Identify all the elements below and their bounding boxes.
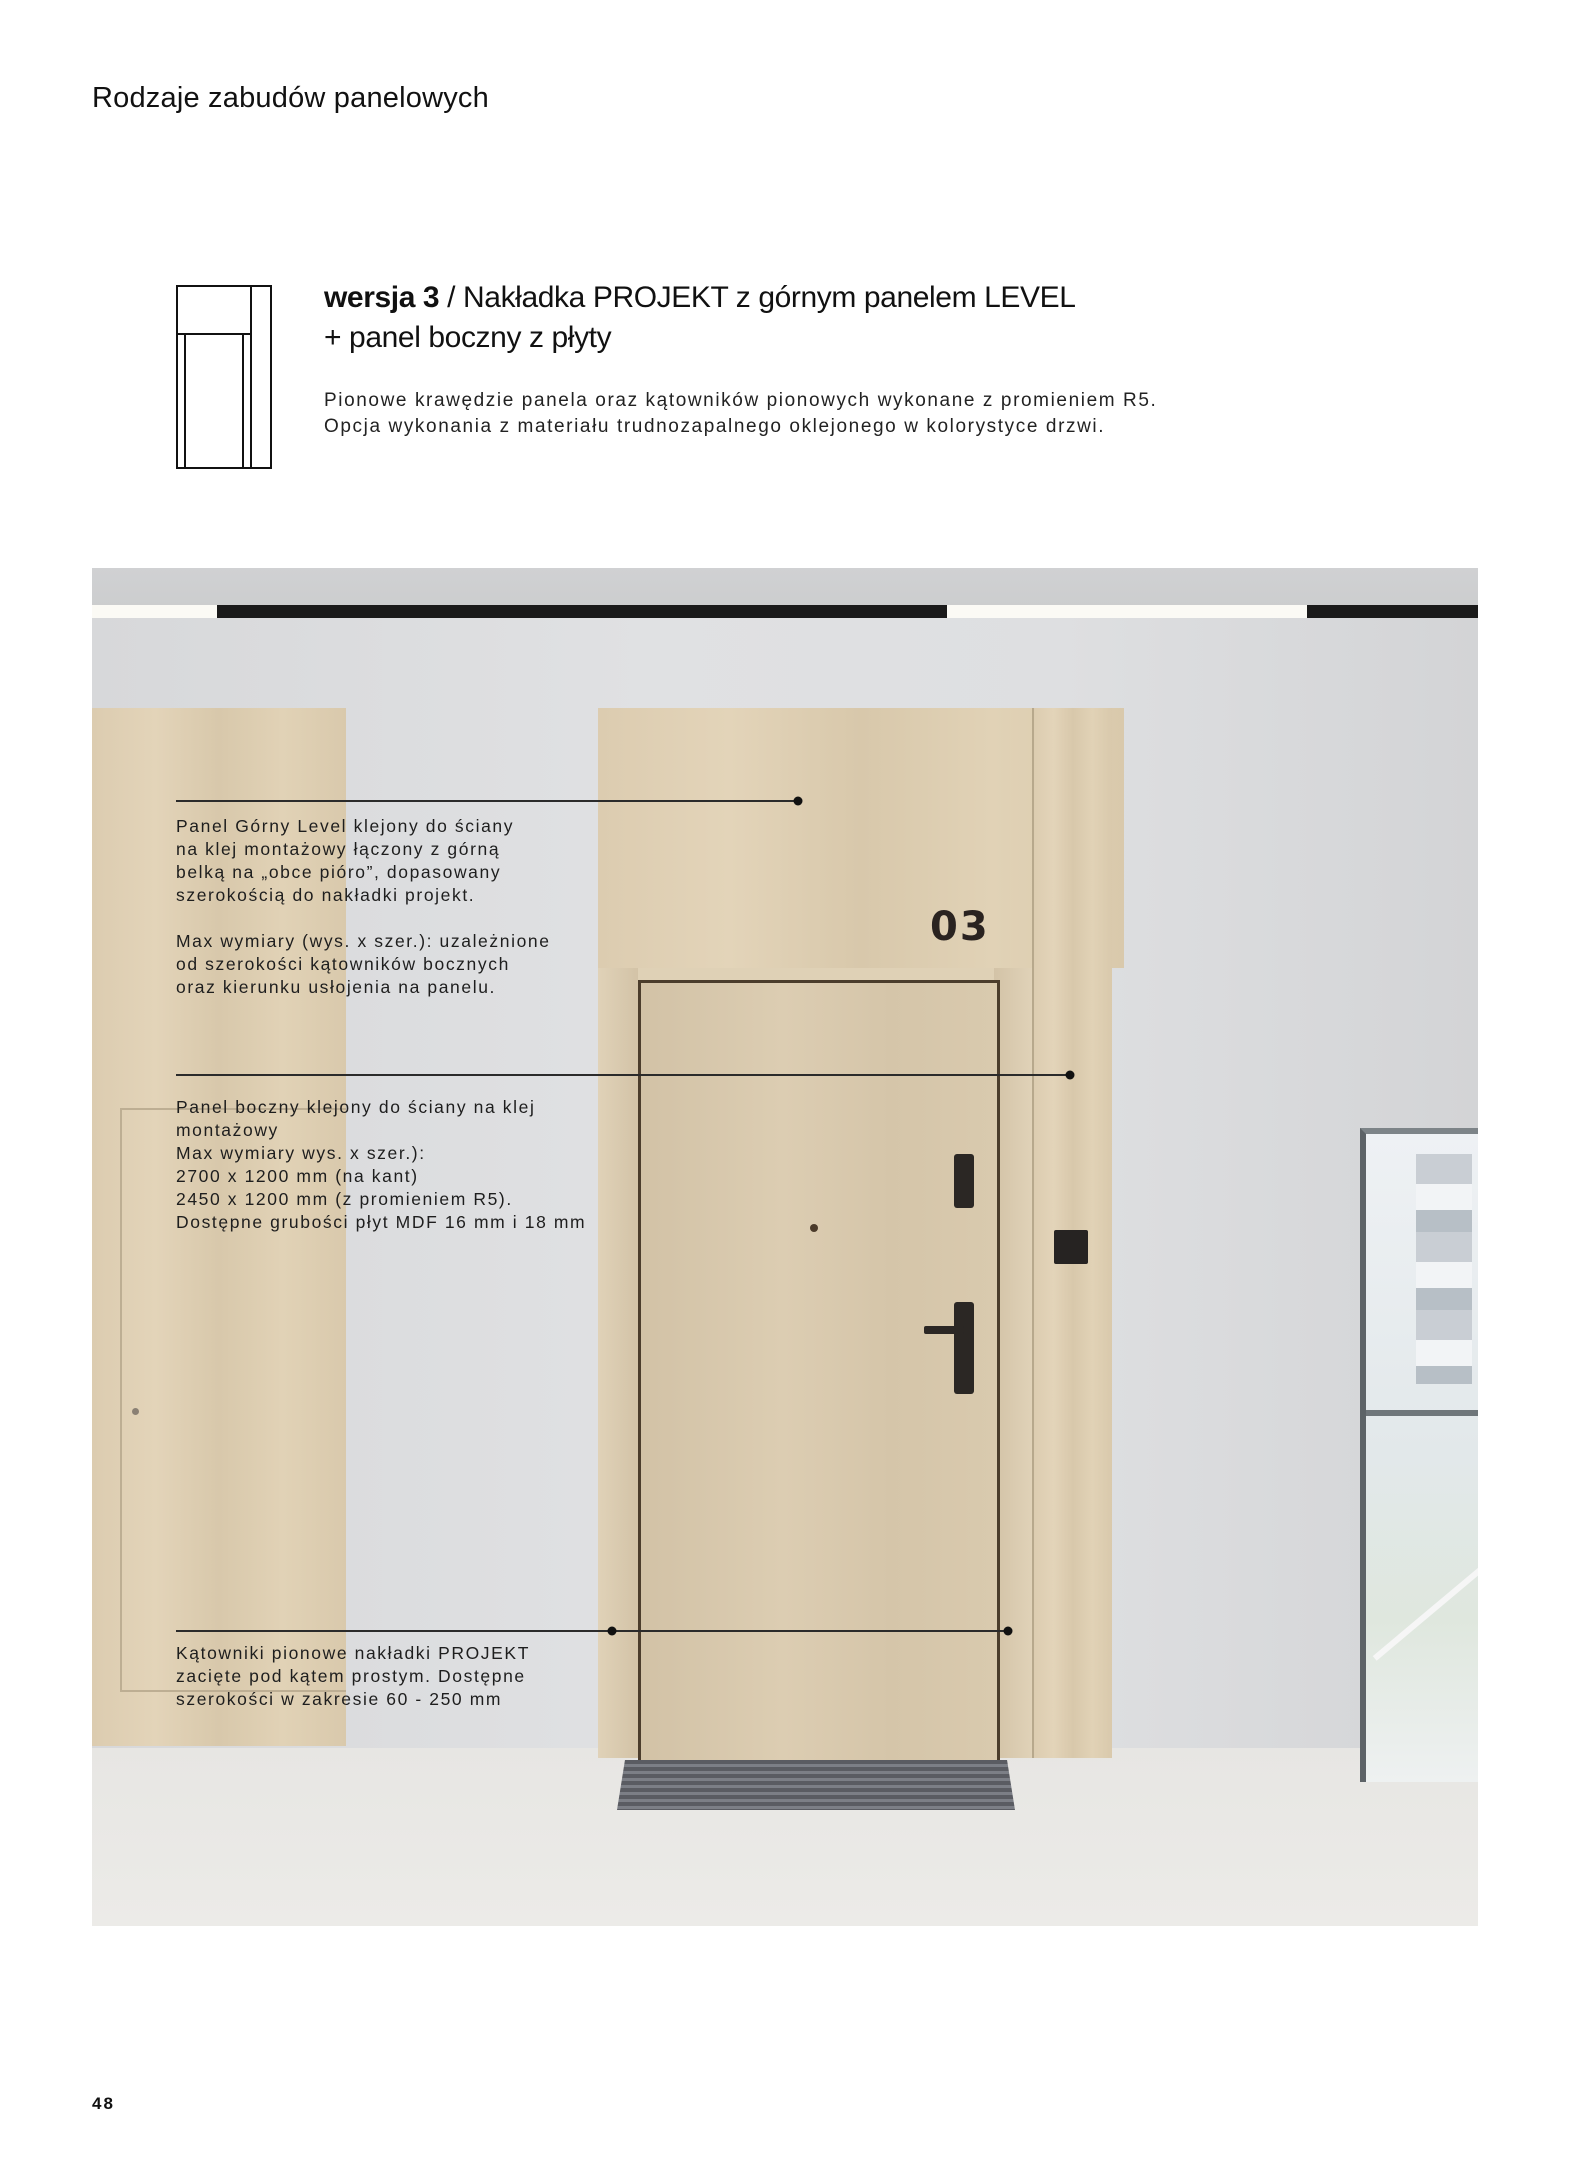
stair-railing <box>1373 1553 1478 1660</box>
variant-heading <box>324 278 1076 358</box>
door-lever-icon <box>924 1326 964 1334</box>
door-number: 03 <box>930 904 990 950</box>
window-mullion <box>1366 1410 1478 1416</box>
door-mat <box>617 1760 1015 1810</box>
callout-dot-left-angle <box>608 1627 617 1636</box>
section-title: Rodzaje zabudów panelowych <box>92 82 489 114</box>
frame-top <box>598 968 1032 980</box>
callout-dot-right-angle <box>1004 1627 1013 1636</box>
window-building <box>1416 1154 1472 1384</box>
lock-icon <box>954 1154 974 1208</box>
peephole-icon <box>810 1224 818 1232</box>
callout-side-panel: Panel boczny klejony do ściany na klej montażowy Max wymiary wys. x szer.): 2700 x 1200 mm (na kant) 2450 x 1200 mm (z promieniem R5). Dostępne grubości płyt MDF 16 mm i 18 mm <box>176 1097 587 1232</box>
entrance-door <box>638 980 1000 1763</box>
page-number: 48 <box>92 2094 115 2113</box>
version-label: wersja 3 <box>324 281 440 314</box>
description-line-2: Opcja wykonania z materiału trudnozapalnego oklejonego w kolorystyce drzwi. <box>324 416 1106 437</box>
window <box>1360 1128 1478 1782</box>
callout-dot-top-panel <box>794 797 803 806</box>
panel-layout-diagram-icon <box>175 284 273 470</box>
door-handle-icon <box>954 1302 974 1394</box>
light-switch-icon <box>1054 1230 1088 1264</box>
heading-separator: / <box>439 281 464 314</box>
vertical-angle-left <box>598 968 638 1758</box>
heading-line-1 <box>324 278 1076 318</box>
description-line-1: Pionowe krawędzie panela oraz kątowników pionowych wykonane z promieniem R5. <box>324 390 1158 411</box>
callout-line-top-panel <box>176 800 798 802</box>
variant-description <box>324 388 1157 440</box>
product-photo <box>92 568 1478 1926</box>
heading-line-2: + panel boczny z płyty <box>324 321 612 354</box>
ceiling-light <box>92 605 217 618</box>
callout-line-side-panel <box>176 1074 1070 1076</box>
callout-dot-side-panel <box>1066 1071 1075 1080</box>
heading-title: Nakładka PROJEKT z górnym panelem LEVEL <box>463 281 1076 314</box>
diagram-outline <box>177 286 271 468</box>
callout-vertical-angles: Kątowniki pionowe nakładki PROJEKT zacięte pod kątem prostym. Dostępne szerokości w zakresie 60 - 250 mm <box>176 1643 530 1709</box>
callout-line-vertical-angles <box>176 1630 1008 1632</box>
ceiling-track <box>217 605 967 618</box>
ceiling-light <box>947 605 1307 618</box>
hidden-door-knob <box>132 1408 139 1415</box>
callout-top-panel: Panel Górny Level klejony do ściany na klej montażowy łączony z górną belką na „obce pióro”, dopasowany szerokością do nakładki projekt. Max wymiary (wys. x szer.): uzależnione od szerokości kątowników bocznych oraz kierunku usłojenia na panelu. <box>176 816 551 997</box>
ceiling-track <box>1307 605 1478 618</box>
